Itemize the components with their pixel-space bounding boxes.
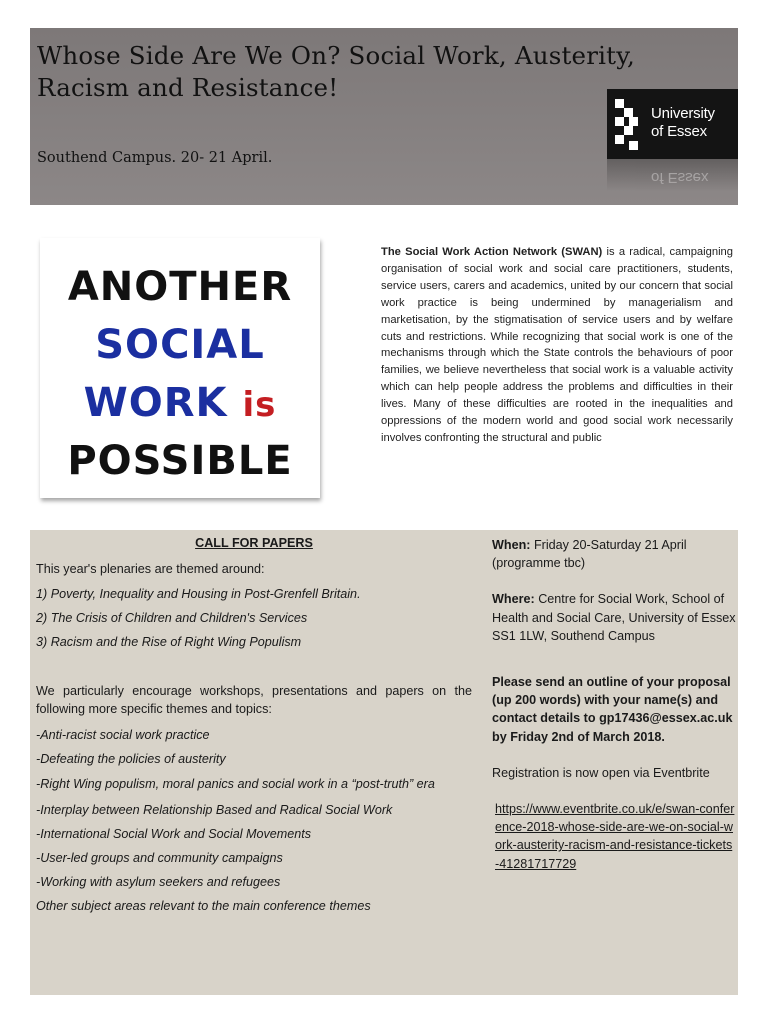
swan-intro-body: is a radical, campaigning organisation of social work and social care practitioners, students, service users, carers and academics, united by our concern that social work practice is being undermined by managerialism and marketisation, by the stigmatisation of service users and by welfare cuts and restrictions. While recognizing that social work is one of the mechanisms through which the State controls the behaviours of poor families, we believe nevertheless that social work is a valuable activity which can help people address the problems and difficulties in their lives. Many of these difficulties are rooted in the inequalities and oppressions of the modern world and good social work necessarily involves confronting the structural and public	[381, 246, 733, 444]
logo-line-1: University	[651, 105, 715, 122]
event-details-column	[492, 536, 736, 873]
where-value: Centre for Social Work, School of Health and Social Care, University of Essex SS1 1LW, Southend Campus	[492, 592, 736, 643]
title-line-2: Racism and Resistance!	[37, 73, 339, 102]
where-label: Where:	[492, 592, 535, 607]
plenary-item: 2) The Crisis of Children and Children's Services	[36, 611, 308, 625]
poster-line-1: ANOTHER	[67, 264, 293, 310]
swan-org-name: The Social Work Action Network (SWAN)	[381, 246, 603, 258]
logo-reflection	[607, 159, 738, 191]
when-value: Friday 20-Saturday 21 April (programme tbc)	[492, 538, 687, 571]
plenary-item: 1) Poverty, Inequality and Housing in Post-Grenfell Britain.	[36, 587, 361, 601]
topic-item: -User-led groups and community campaigns	[36, 851, 283, 865]
registration-note: Registration is now open via Eventbrite	[492, 765, 710, 780]
topic-item: Other subject areas relevant to the main conference themes	[36, 899, 371, 913]
poster-line-4: POSSIBLE	[67, 438, 293, 484]
title-line-1: Whose Side Are We On? Social Work, Austerity,	[37, 41, 635, 70]
encourage-paragraph: We particularly encourage workshops, presentations and papers on the following more specific themes and topics:	[36, 684, 472, 716]
call-for-papers-panel	[30, 530, 738, 995]
poster-word-is: is	[242, 385, 277, 425]
essex-logo-icon	[615, 99, 641, 151]
plenary-item: 3) Racism and the Rise of Right Wing Populism	[36, 635, 302, 649]
call-for-papers-column	[36, 536, 472, 913]
topic-item: -Anti-racist social work practice	[36, 728, 210, 742]
poster-word-work: WORK	[83, 380, 228, 426]
another-social-work-poster	[40, 238, 320, 498]
header-banner	[30, 28, 738, 205]
university-logo	[607, 89, 738, 159]
poster-line-3	[40, 380, 320, 426]
submission-instructions: Please send an outline of your proposal (up 200 words) with your name(s) and contact details to gp17436@essex.ac.uk by Friday 2nd of March 2018.	[492, 675, 733, 744]
eventbrite-link[interactable]: https://www.eventbrite.co.uk/e/swan-conference-2018-whose-side-are-we-on-social-work-austerity-racism-and-resistance-tickets-41281717729	[495, 802, 735, 871]
venue-subtitle: Southend Campus. 20- 21 April.	[37, 150, 273, 166]
logo-line-2: of Essex	[651, 123, 707, 140]
where-info	[492, 590, 736, 645]
topic-item: -Interplay between Relationship Based and Radical Social Work	[36, 803, 393, 817]
logo-reflection-text: of Essex	[651, 169, 709, 186]
when-info	[492, 536, 736, 572]
plenary-intro: This year's plenaries are themed around:	[36, 562, 265, 576]
topic-item: -Working with asylum seekers and refugees	[36, 875, 281, 889]
when-label: When:	[492, 538, 531, 552]
topic-item: -Right Wing populism, moral panics and social work in a “post-truth” era	[36, 777, 435, 791]
call-for-papers-heading: CALL FOR PAPERS	[195, 536, 313, 550]
poster-line-2: SOCIAL	[95, 322, 265, 368]
topic-item: -Defeating the policies of austerity	[36, 752, 226, 766]
swan-intro-paragraph	[381, 244, 733, 447]
topic-item: -International Social Work and Social Movements	[36, 827, 312, 841]
logo-text	[651, 105, 715, 141]
